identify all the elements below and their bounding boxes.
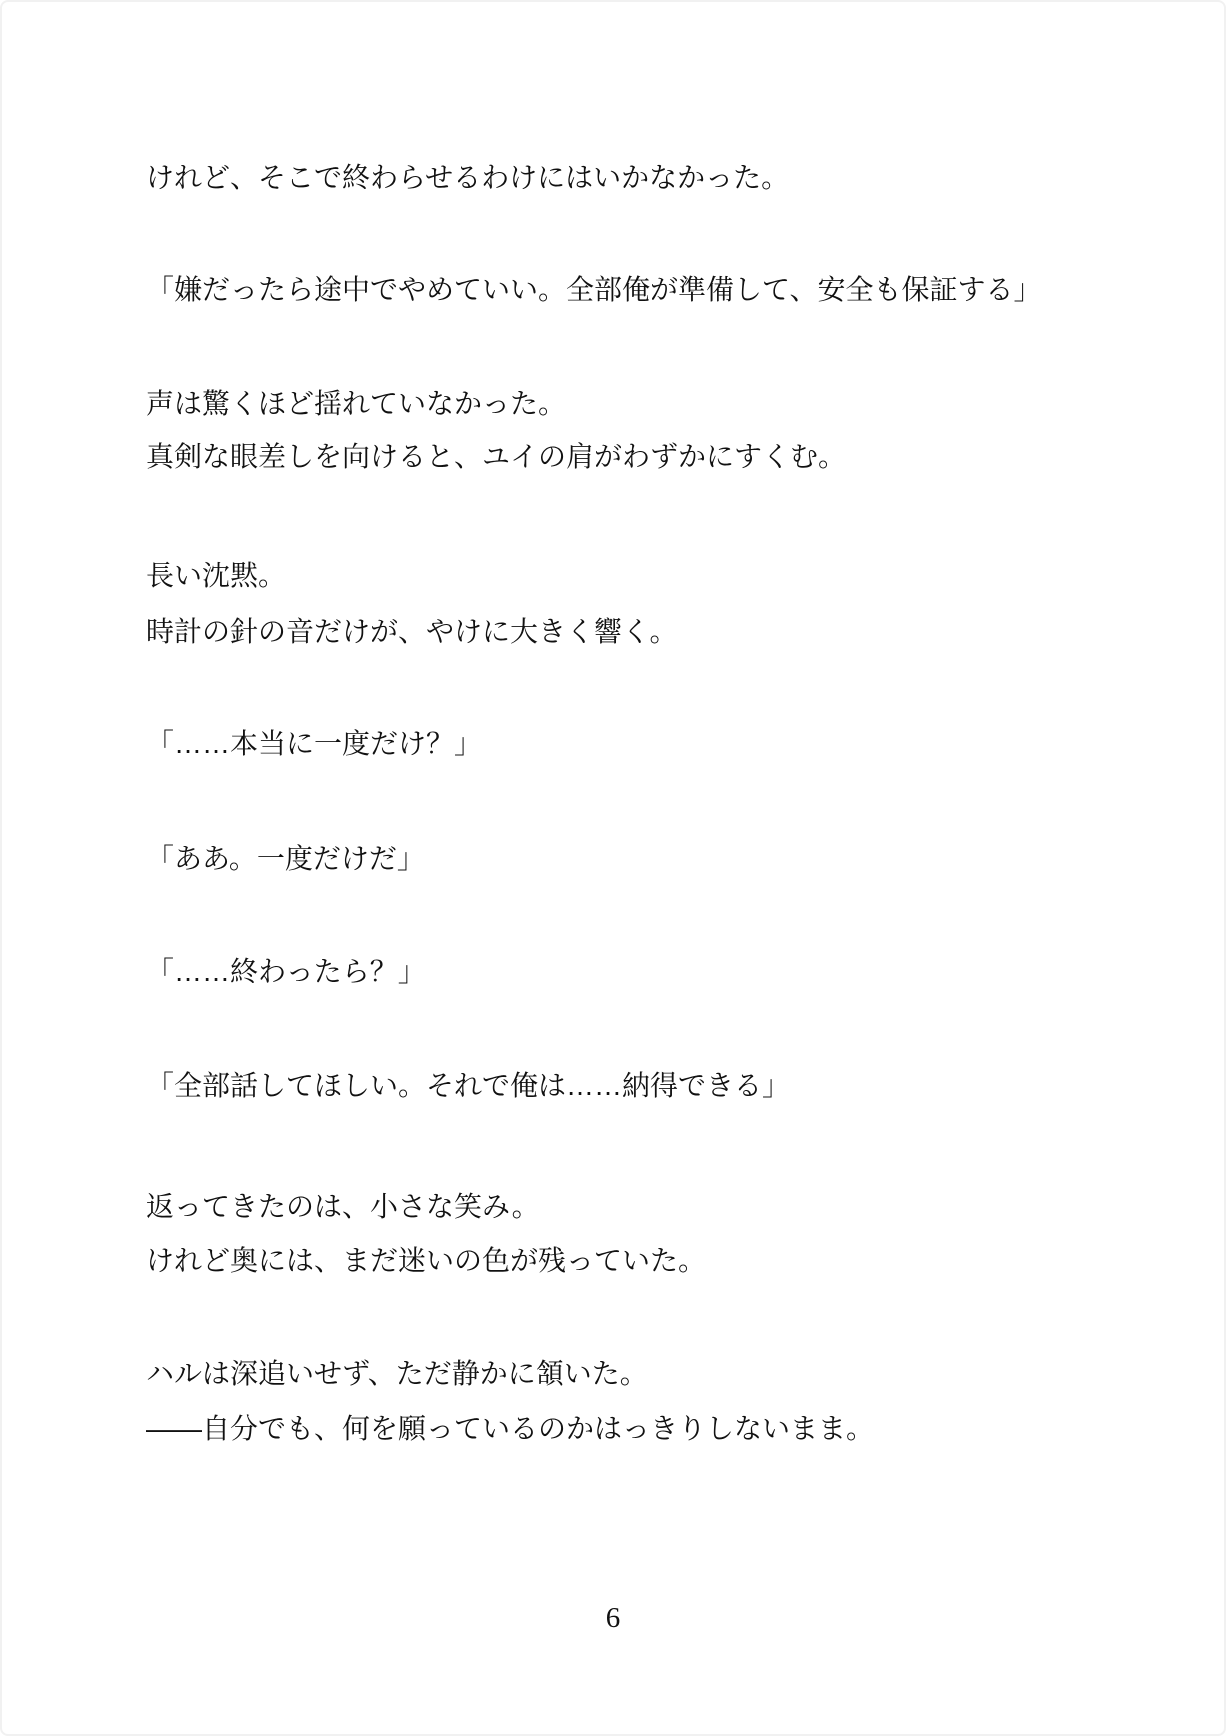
dialogue-line-9: 「……終わったら？」 <box>146 956 426 987</box>
narration-line-12: けれど奥には、まだ迷いの色が残っていた。 <box>146 1245 707 1276</box>
narration-line-3: 声は驚くほど揺れていなかった。 <box>146 388 567 419</box>
narration-line-1: けれど、そこで終わらせるわけにはいかなかった。 <box>146 162 790 193</box>
narration-line-11: 返ってきたのは、小さな笑み。 <box>146 1191 540 1222</box>
narration-line-13: ハルは深追いせず、ただ静かに頷いた。 <box>146 1358 648 1389</box>
dialogue-line-10: 「全部話してほしい。それで俺は……納得できる」 <box>146 1070 791 1101</box>
narration-line-14: ——自分でも、何を願っているのかはっきりしないまま。 <box>146 1413 875 1444</box>
narration-line-5: 長い沈黙。 <box>146 560 287 591</box>
dialogue-line-8: 「ああ。一度だけだ」 <box>146 843 425 874</box>
narration-line-4: 真剣な眼差しを向けると、ユイの肩がわずかにすくむ。 <box>146 441 847 472</box>
narration-line-6: 時計の針の音だけが、やけに大きく響く。 <box>146 616 678 647</box>
dialogue-line-2: 「嫌だったら途中でやめていい。全部俺が準備して、安全も保証する」 <box>146 274 1042 305</box>
dialogue-line-7: 「……本当に一度だけ？」 <box>146 728 483 759</box>
page-number: 6 <box>605 1602 621 1634</box>
